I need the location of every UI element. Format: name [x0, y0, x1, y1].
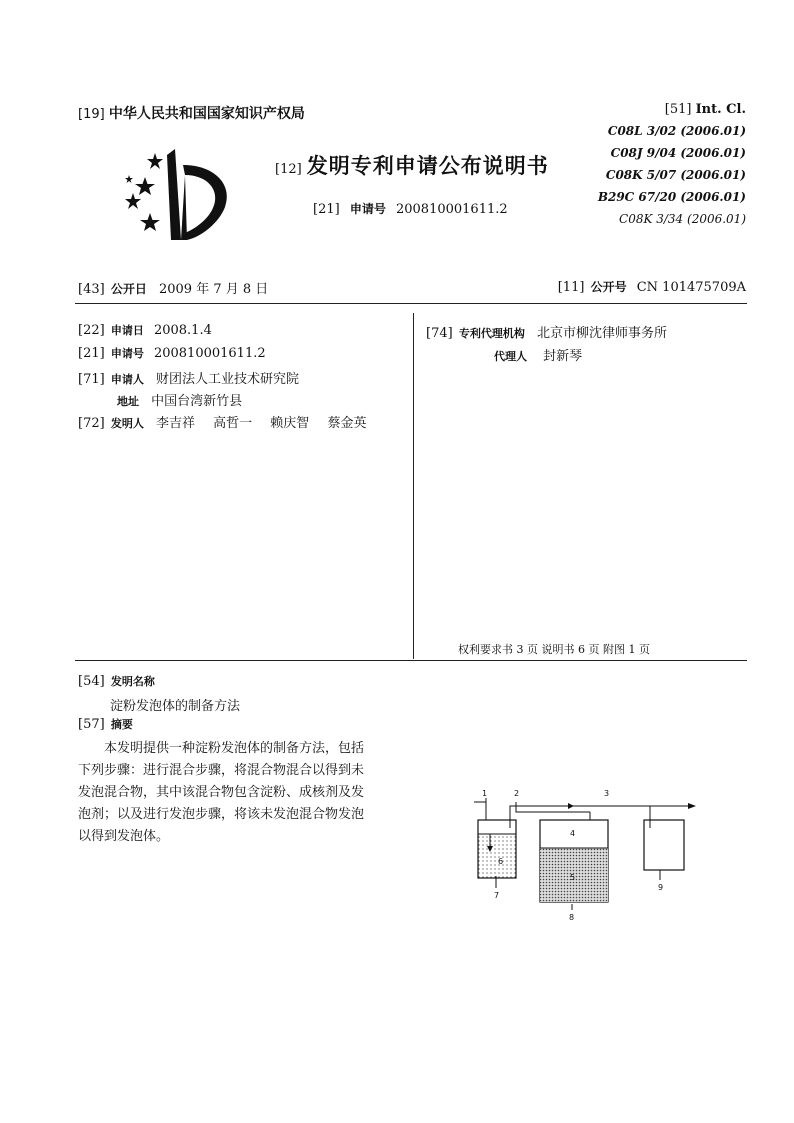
applicant-value: 财团法人工业技术研究院: [155, 372, 299, 387]
address-value: 中国台湾新竹县: [151, 394, 243, 409]
pub-date-label: 公开日: [110, 282, 147, 296]
ipc-class-5: C08K 3/34 (2006.01): [619, 212, 746, 226]
figure-label-3: 3: [604, 789, 610, 798]
agent-label: 代理人: [494, 350, 527, 363]
address-row: [117, 390, 242, 409]
divider-vertical: [413, 313, 414, 659]
agency-value: 北京市柳沈律师事务所: [536, 326, 667, 341]
application-number-value: 200810001611.2: [153, 346, 266, 361]
ipc-class-4: B29C 67/20 (2006.01): [597, 190, 746, 204]
code-12: [12]: [275, 162, 302, 177]
abstract-line-1: 本发明提供一种淀粉发泡体的制备方法，包括: [104, 741, 365, 756]
code-54: [54]: [78, 674, 105, 689]
figure-label-9: 9: [658, 883, 664, 892]
document-type-title: 发明专利申请公布说明书: [306, 154, 549, 178]
filing-date-value: 2008.1.4: [153, 323, 212, 338]
figure-label-2: 2: [514, 789, 520, 798]
code-43: [43]: [78, 282, 105, 297]
abstract-heading: [78, 716, 133, 732]
code-11: [11]: [557, 280, 585, 295]
cnipa-logo-icon: [115, 145, 245, 245]
code-51: [51]: [664, 102, 692, 117]
agent-row: [494, 345, 582, 364]
code-57: [57]: [78, 717, 105, 732]
code-21: [21]: [313, 202, 340, 217]
pub-no-value: CN 101475709A: [636, 280, 746, 295]
app-no-label: 申请号: [349, 202, 386, 216]
abstract-line-4: 泡剂；以及进行发泡步骤，将该未发泡混合物发泡: [78, 807, 365, 822]
figure-label-8: 8: [569, 913, 575, 922]
inventor-3: 赖庆智: [270, 416, 310, 431]
process-diagram: [470, 788, 700, 933]
divider-top: [75, 303, 747, 304]
invention-title-heading: [78, 673, 155, 689]
address-label: 地址: [117, 395, 139, 408]
applicant-row: [78, 368, 299, 387]
filing-date-row: [78, 322, 212, 338]
pub-date-value: 2009 年 7 月 8 日: [158, 282, 269, 297]
title-label: 发明名称: [110, 675, 155, 688]
agency-label: 专利代理机构: [458, 327, 525, 340]
application-number-label: 申请号: [110, 347, 144, 360]
publication-number-line: [558, 278, 746, 295]
divider-middle: [75, 660, 747, 661]
applicant-label: 申请人: [110, 373, 144, 386]
filing-date-label: 申请日: [110, 324, 144, 337]
code-71: [71]: [78, 372, 105, 387]
abstract-label: 摘要: [110, 718, 133, 731]
ipc-class-2: C08J 9/04 (2006.01): [610, 146, 746, 160]
vessel-small: [478, 820, 516, 878]
abstract-line-2: 下列步骤：进行混合步骤，将混合物混合以得到未: [78, 763, 365, 778]
int-cl-heading: [665, 102, 746, 117]
abstract-line-3: 发泡混合物，其中该混合物包含淀粉、成核剂及发: [78, 785, 365, 800]
application-number-line: [313, 200, 508, 217]
office-line: [78, 103, 305, 123]
code-74: [74]: [426, 326, 453, 341]
office-name: 中华人民共和国国家知识产权局: [108, 106, 305, 122]
inventor-4: 蔡金英: [327, 416, 367, 431]
agent-value: 封新琴: [543, 349, 583, 364]
figure-label-4: 4: [570, 829, 576, 838]
app-no-value: 200810001611.2: [395, 202, 508, 217]
code-22: [22]: [78, 323, 105, 338]
code-21-left: [21]: [78, 346, 105, 361]
inventor-2: 高哲一: [213, 416, 253, 431]
agency-row: [426, 322, 667, 341]
ipc-class-3: C08K 5/07 (2006.01): [605, 168, 746, 182]
abstract-line-5: 以得到发泡体。: [78, 829, 170, 844]
publication-date-line: [78, 278, 268, 297]
code-19: [19]: [78, 107, 105, 122]
doc-type-line: [275, 150, 549, 180]
int-cl-label: Int. Cl.: [695, 102, 746, 117]
page-count-note: 权利要求书 3 页 说明书 6 页 附图 1 页: [458, 643, 650, 656]
figure-label-1: 1: [482, 789, 488, 798]
figure-label-7: 7: [494, 891, 500, 900]
invention-title: 淀粉发泡体的制备方法: [110, 699, 241, 714]
inventor-1: 李吉祥: [155, 416, 195, 431]
application-number-row: [78, 345, 266, 361]
figure-label-6: 6: [498, 857, 504, 866]
inventor-label: 发明人: [110, 417, 144, 430]
abstract-text: [78, 738, 418, 848]
inventor-row: [78, 412, 366, 431]
figure-label-5: 5: [570, 873, 576, 882]
code-72: [72]: [78, 416, 105, 431]
pub-no-label: 公开号: [590, 280, 627, 294]
ipc-class-1: C08L 3/02 (2006.01): [607, 124, 746, 138]
